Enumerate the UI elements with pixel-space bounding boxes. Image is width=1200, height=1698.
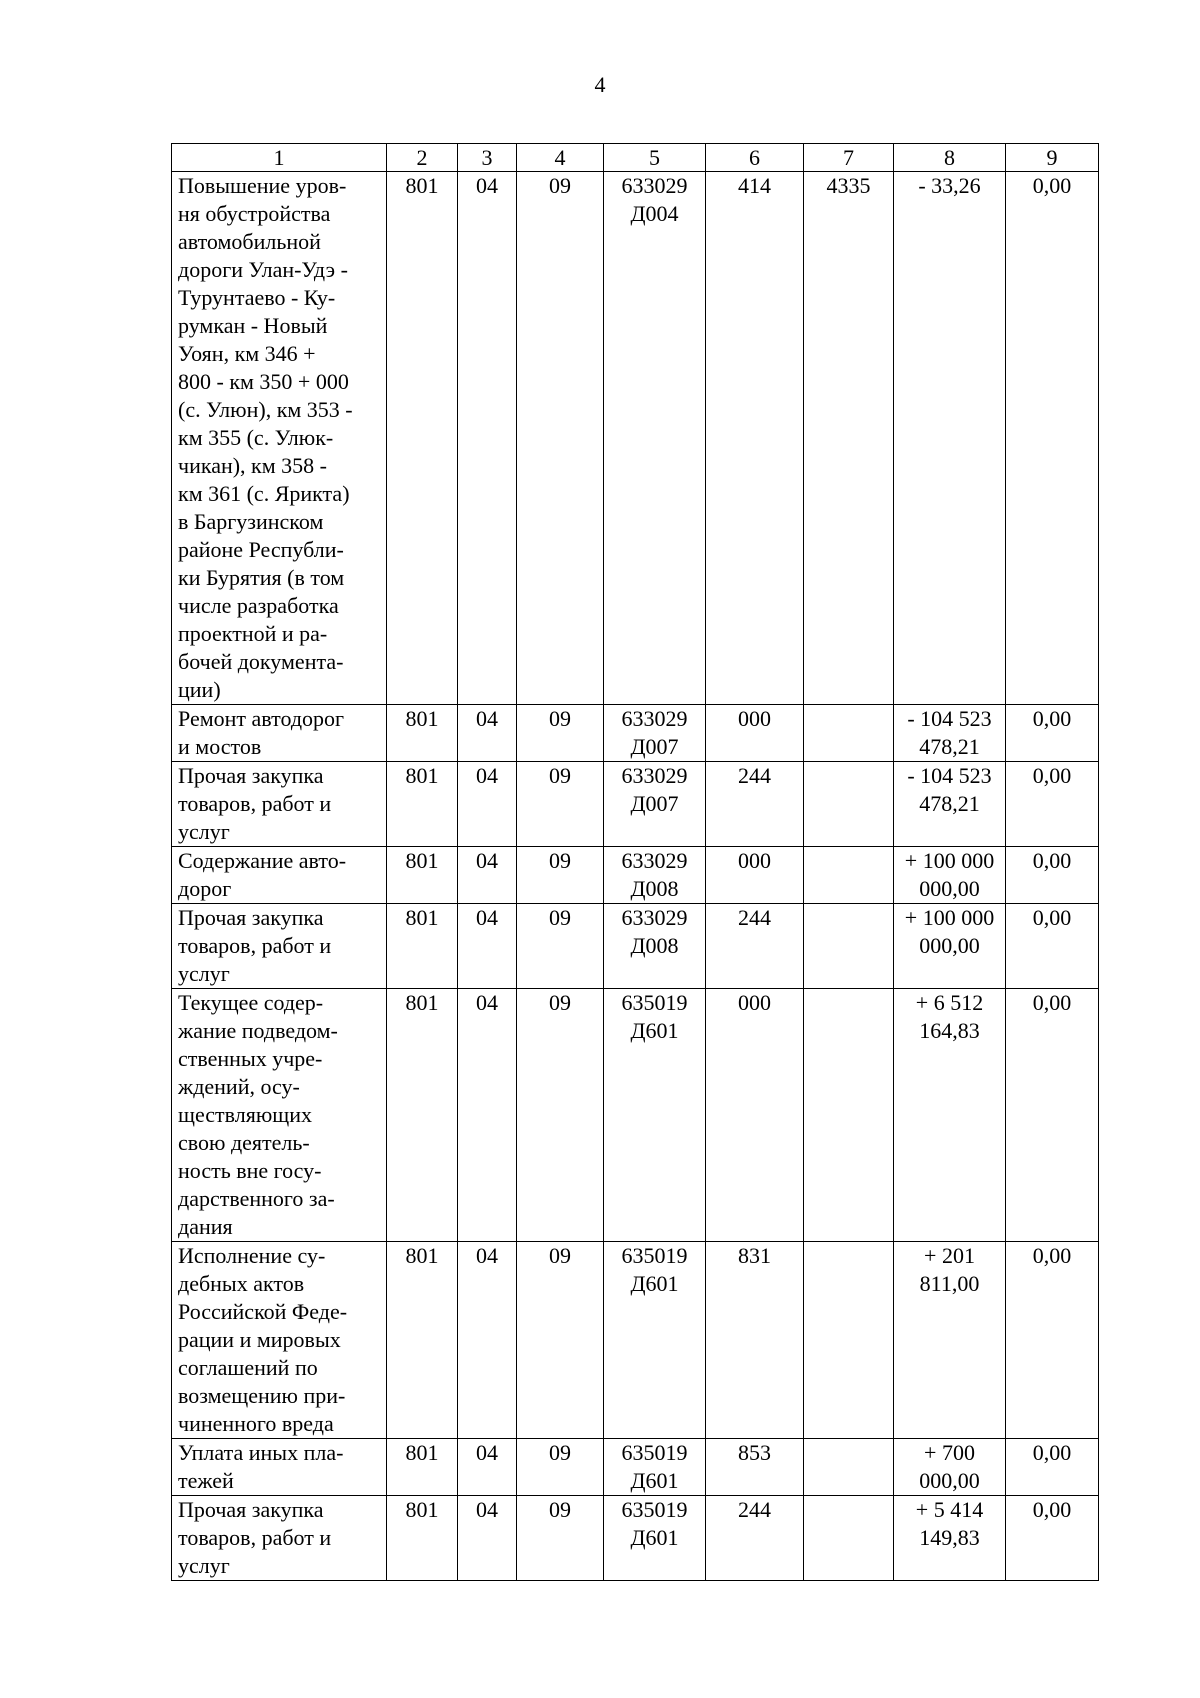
cell-amount-2-text: 0,00 xyxy=(1032,990,1072,1015)
cell-amount-2-text: 0,00 xyxy=(1032,905,1072,930)
cell-code-2-text: 801 xyxy=(405,1243,439,1268)
cell-code-7 xyxy=(804,762,894,847)
cell-amount-text: - 104 523 478,21 xyxy=(907,706,992,759)
cell-code-3-text: 04 xyxy=(476,1440,498,1465)
cell-code-4-text: 09 xyxy=(549,1497,571,1522)
cell-amount-2 xyxy=(1006,904,1099,989)
cell-code-2 xyxy=(387,847,458,904)
row-description-text: Прочая закупка товаров, работ и услуг xyxy=(178,905,332,986)
row-description xyxy=(172,1496,387,1581)
cell-code-5 xyxy=(604,705,706,762)
row-description-text: Прочая закупка товаров, работ и услуг xyxy=(178,763,332,844)
column-header: 7 xyxy=(804,144,894,172)
cell-code-7 xyxy=(804,705,894,762)
table-row xyxy=(172,904,1099,989)
cell-code-3 xyxy=(458,989,517,1242)
cell-code-2-text: 801 xyxy=(405,990,439,1015)
cell-code-2-text: 801 xyxy=(405,763,439,788)
cell-code-4 xyxy=(517,172,604,705)
cell-code-2-text: 801 xyxy=(405,706,439,731)
cell-amount xyxy=(894,847,1006,904)
column-header: 3 xyxy=(458,144,517,172)
cell-code-5-text: 635019 Д601 xyxy=(621,1243,688,1296)
cell-amount xyxy=(894,989,1006,1242)
cell-code-4 xyxy=(517,847,604,904)
cell-code-4-text: 09 xyxy=(549,173,571,198)
column-header: 4 xyxy=(517,144,604,172)
cell-code-4-text: 09 xyxy=(549,848,571,873)
cell-code-5-text: 635019 Д601 xyxy=(621,1497,688,1550)
row-description-text: Прочая закупка товаров, работ и услуг xyxy=(178,1497,332,1578)
cell-code-6-text: 853 xyxy=(738,1440,771,1465)
cell-code-6-text: 414 xyxy=(738,173,771,198)
cell-code-4 xyxy=(517,1496,604,1581)
cell-code-6-text: 831 xyxy=(738,1243,771,1268)
cell-code-4 xyxy=(517,1439,604,1496)
cell-code-2 xyxy=(387,1439,458,1496)
row-description xyxy=(172,847,387,904)
cell-amount-2 xyxy=(1006,762,1099,847)
cell-code-3 xyxy=(458,1439,517,1496)
table-row xyxy=(172,1242,1099,1439)
cell-amount-2 xyxy=(1006,172,1099,705)
cell-code-3-text: 04 xyxy=(476,1497,498,1522)
cell-amount-2 xyxy=(1006,1439,1099,1496)
budget-table xyxy=(171,143,1099,1581)
page-number: 4 xyxy=(594,72,606,97)
cell-code-4-text: 09 xyxy=(549,905,571,930)
cell-code-3-text: 04 xyxy=(476,706,498,731)
cell-code-5-text: 633029 Д008 xyxy=(621,905,688,958)
cell-code-7-text: 4335 xyxy=(826,173,871,198)
cell-code-6 xyxy=(706,1439,804,1496)
cell-amount-text: + 6 512 164,83 xyxy=(915,990,984,1043)
cell-code-6 xyxy=(706,1496,804,1581)
cell-code-6 xyxy=(706,989,804,1242)
cell-code-2 xyxy=(387,762,458,847)
cell-code-2 xyxy=(387,904,458,989)
column-header: 8 xyxy=(894,144,1006,172)
row-description-text: Содержание авто- дорог xyxy=(178,848,347,901)
cell-code-6 xyxy=(706,172,804,705)
cell-amount-2-text: 0,00 xyxy=(1032,1497,1072,1522)
cell-code-6 xyxy=(706,762,804,847)
cell-amount-2 xyxy=(1006,705,1099,762)
cell-code-6 xyxy=(706,847,804,904)
cell-code-5-text: 633029 Д004 xyxy=(621,173,688,226)
cell-amount-2-text: 0,00 xyxy=(1032,173,1072,198)
cell-amount-text: + 100 000 000,00 xyxy=(904,848,995,901)
cell-amount xyxy=(894,705,1006,762)
cell-code-2-text: 801 xyxy=(405,848,439,873)
cell-code-3 xyxy=(458,904,517,989)
cell-code-3-text: 04 xyxy=(476,990,498,1015)
cell-code-2 xyxy=(387,1242,458,1439)
cell-code-2 xyxy=(387,989,458,1242)
cell-code-2-text: 801 xyxy=(405,1440,439,1465)
table-row xyxy=(172,1496,1099,1581)
cell-code-3 xyxy=(458,1496,517,1581)
cell-amount-text: + 700 000,00 xyxy=(919,1440,980,1493)
cell-code-3-text: 04 xyxy=(476,905,498,930)
cell-amount-2 xyxy=(1006,1496,1099,1581)
table-row xyxy=(172,847,1099,904)
cell-code-3-text: 04 xyxy=(476,1243,498,1268)
cell-code-6-text: 000 xyxy=(738,706,771,731)
cell-amount-text: + 100 000 000,00 xyxy=(904,905,995,958)
row-description-text: Текущее содер- жание подведом- ственных учре- ждений, осу- ществляющих свою деятель- ность вне госу- дарственного за- дания xyxy=(178,990,338,1239)
cell-code-3-text: 04 xyxy=(476,173,498,198)
cell-code-5-text: 635019 Д601 xyxy=(621,990,688,1043)
cell-amount-text: - 104 523 478,21 xyxy=(907,763,992,816)
cell-code-4-text: 09 xyxy=(549,990,571,1015)
table-row xyxy=(172,172,1099,705)
cell-code-4-text: 09 xyxy=(549,1243,571,1268)
table-row xyxy=(172,989,1099,1242)
cell-code-7 xyxy=(804,1242,894,1439)
cell-code-2 xyxy=(387,172,458,705)
cell-code-4-text: 09 xyxy=(549,763,571,788)
cell-code-5 xyxy=(604,1496,706,1581)
cell-code-4 xyxy=(517,904,604,989)
cell-amount xyxy=(894,904,1006,989)
cell-code-2 xyxy=(387,1496,458,1581)
cell-amount xyxy=(894,1242,1006,1439)
cell-amount-2-text: 0,00 xyxy=(1032,763,1072,788)
table-header-row xyxy=(172,144,1099,172)
cell-code-6-text: 244 xyxy=(738,905,771,930)
cell-amount-2-text: 0,00 xyxy=(1032,1243,1072,1268)
cell-amount-text: - 33,26 xyxy=(918,173,981,198)
cell-amount xyxy=(894,1496,1006,1581)
row-description xyxy=(172,1439,387,1496)
cell-code-5 xyxy=(604,989,706,1242)
row-description xyxy=(172,705,387,762)
cell-code-7 xyxy=(804,989,894,1242)
cell-code-4-text: 09 xyxy=(549,1440,571,1465)
cell-code-2 xyxy=(387,705,458,762)
column-header: 2 xyxy=(387,144,458,172)
cell-amount xyxy=(894,762,1006,847)
cell-code-7 xyxy=(804,847,894,904)
cell-amount xyxy=(894,172,1006,705)
cell-code-7 xyxy=(804,904,894,989)
cell-code-4-text: 09 xyxy=(549,706,571,731)
row-description-text: Исполнение су- дебных актов Российской Феде- рации и мировых соглашений по возмещению при- чиненного вреда xyxy=(178,1243,348,1436)
row-description xyxy=(172,762,387,847)
cell-code-4 xyxy=(517,1242,604,1439)
cell-amount xyxy=(894,1439,1006,1496)
row-description xyxy=(172,904,387,989)
cell-code-7 xyxy=(804,1439,894,1496)
row-description-text: Повышение уров- ня обустройства автомобильной дороги Улан-Удэ - Турунтаево - Ку- румкан - Новый Уоян, км 346 + 800 - км 350 + 000 (с. Улюн), км 353 - км 355 (с. Улюк- чикан), км 358 - км 361 (с. Ярикта) в Баргузинском районе Республи- ки Бурятия (в том числе разработка проектной и ра- бочей документа- ции) xyxy=(178,173,353,702)
cell-code-3 xyxy=(458,847,517,904)
row-description xyxy=(172,1242,387,1439)
cell-amount-text: + 201 811,00 xyxy=(919,1243,980,1296)
table-row xyxy=(172,1439,1099,1496)
cell-amount-2 xyxy=(1006,1242,1099,1439)
cell-amount-2 xyxy=(1006,989,1099,1242)
row-description xyxy=(172,172,387,705)
cell-code-5 xyxy=(604,904,706,989)
cell-code-3 xyxy=(458,705,517,762)
table-row xyxy=(172,762,1099,847)
cell-code-6-text: 000 xyxy=(738,990,771,1015)
cell-code-2-text: 801 xyxy=(405,1497,439,1522)
row-description-text: Ремонт автодорог и мостов xyxy=(178,706,345,759)
cell-code-6 xyxy=(706,1242,804,1439)
row-description-text: Уплата иных пла- тежей xyxy=(178,1440,344,1493)
cell-code-3-text: 04 xyxy=(476,848,498,873)
cell-code-6-text: 000 xyxy=(738,848,771,873)
cell-code-2-text: 801 xyxy=(405,905,439,930)
cell-code-3 xyxy=(458,762,517,847)
cell-code-4 xyxy=(517,762,604,847)
column-header: 1 xyxy=(172,144,387,172)
cell-amount-2-text: 0,00 xyxy=(1032,1440,1072,1465)
cell-code-5 xyxy=(604,1439,706,1496)
cell-code-5 xyxy=(604,847,706,904)
cell-amount-text: + 5 414 149,83 xyxy=(915,1497,984,1550)
cell-amount-2-text: 0,00 xyxy=(1032,848,1072,873)
cell-code-6-text: 244 xyxy=(738,1497,771,1522)
cell-code-6 xyxy=(706,705,804,762)
cell-code-5-text: 633029 Д008 xyxy=(621,848,688,901)
cell-code-4 xyxy=(517,705,604,762)
cell-code-5-text: 635019 Д601 xyxy=(621,1440,688,1493)
cell-code-7 xyxy=(804,1496,894,1581)
cell-code-3 xyxy=(458,172,517,705)
cell-code-2-text: 801 xyxy=(405,173,439,198)
cell-amount-2-text: 0,00 xyxy=(1032,706,1072,731)
cell-code-3-text: 04 xyxy=(476,763,498,788)
cell-code-5 xyxy=(604,1242,706,1439)
cell-code-7 xyxy=(804,172,894,705)
cell-code-5 xyxy=(604,762,706,847)
cell-code-6 xyxy=(706,904,804,989)
cell-code-4 xyxy=(517,989,604,1242)
column-header: 5 xyxy=(604,144,706,172)
cell-amount-2 xyxy=(1006,847,1099,904)
column-header: 6 xyxy=(706,144,804,172)
column-header: 9 xyxy=(1006,144,1099,172)
cell-code-3 xyxy=(458,1242,517,1439)
cell-code-5 xyxy=(604,172,706,705)
row-description xyxy=(172,989,387,1242)
table-row xyxy=(172,705,1099,762)
cell-code-5-text: 633029 Д007 xyxy=(621,763,688,816)
cell-code-5-text: 633029 Д007 xyxy=(621,706,688,759)
cell-code-6-text: 244 xyxy=(738,763,771,788)
